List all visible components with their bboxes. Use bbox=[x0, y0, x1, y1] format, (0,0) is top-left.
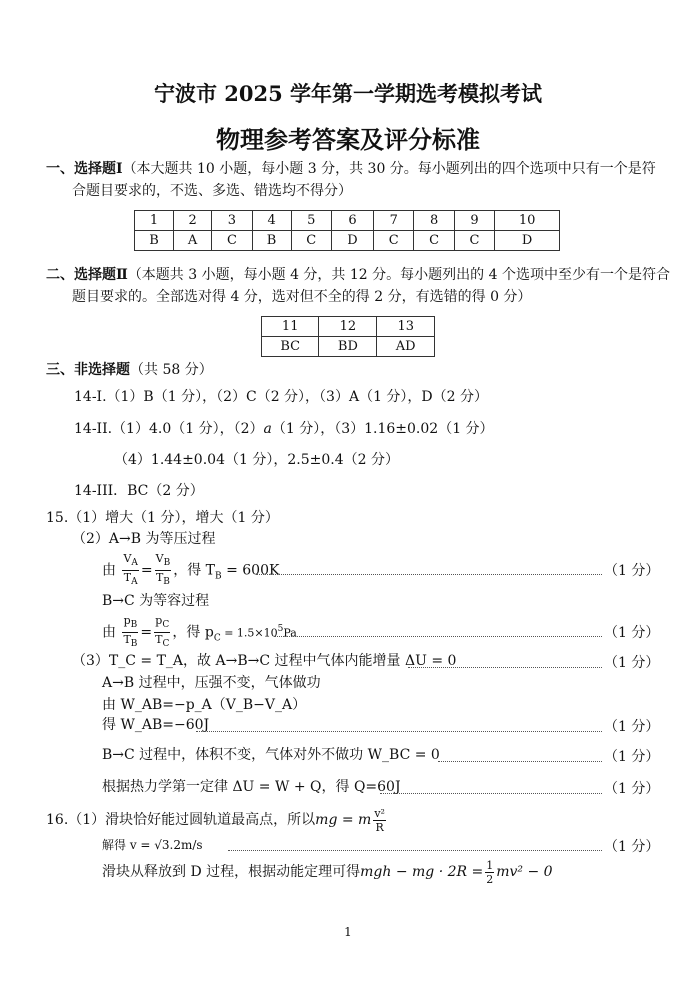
table-cell: 13 bbox=[377, 317, 435, 337]
table-cell: C bbox=[374, 231, 414, 251]
page-title: 宁波市 2025 学年第一学期选考模拟考试 bbox=[153, 81, 543, 106]
q14-2-variable: a bbox=[263, 421, 272, 437]
q15-line3: 由 $\frac{V_A}{T_A}$ = $\frac{V_B}{T_B}$ ，得 $T_B = 600K$ bbox=[102, 552, 280, 588]
fraction-pb-tb: $\frac{p_B}{T_B}$ bbox=[123, 614, 138, 650]
section2-line1 bbox=[46, 264, 670, 286]
q15-line8: 由 W_AB=−p_A（V_B−V_A） bbox=[102, 697, 307, 713]
section1-desc2: 合题目要求的，不选、多选、错选均不得分） bbox=[72, 183, 352, 199]
leader-dots bbox=[438, 761, 602, 762]
q15-line2: （2）A→B 为等压过程 bbox=[72, 531, 216, 547]
answer-table-2 bbox=[261, 316, 435, 357]
q14-2-line1 bbox=[74, 418, 494, 440]
page-number: 1 bbox=[344, 925, 352, 939]
table-cell: A bbox=[173, 231, 211, 251]
q15-line5-sup: 5 bbox=[277, 624, 284, 635]
page-subtitle: 物理参考答案及评分标准 bbox=[216, 125, 480, 154]
q15-line9: 得 W_AB=−60J bbox=[102, 717, 210, 733]
leader-dots bbox=[408, 667, 602, 668]
table-cell: BC bbox=[262, 337, 319, 357]
fraction-pc-tc: $\frac{p_C}{T_C}$ bbox=[155, 614, 170, 650]
table-cell: 10 bbox=[495, 211, 560, 231]
leader-dots bbox=[196, 731, 602, 732]
score-label: （1 分） bbox=[604, 781, 660, 797]
table-cell: D bbox=[331, 231, 373, 251]
q14-3: 14-III．BC（2 分） bbox=[74, 483, 204, 499]
table-cell: 12 bbox=[319, 317, 377, 337]
answer-table-2-numbers bbox=[262, 317, 435, 337]
fraction-vb-tb: $\frac{V_B}{T_B}$ bbox=[155, 552, 171, 588]
table-cell: B bbox=[135, 231, 174, 251]
section3-note: （共 58 分） bbox=[130, 362, 213, 378]
q16-line2: 解得 v = √3.2m/s bbox=[102, 838, 203, 852]
table-cell: BD bbox=[319, 337, 377, 357]
section3-line bbox=[46, 359, 213, 381]
table-cell: 3 bbox=[212, 211, 252, 231]
table-cell: 4 bbox=[252, 211, 291, 231]
section1-heading: 一、选择题Ⅰ bbox=[46, 161, 123, 177]
section2-desc2: 题目要求的。全部选对得 4 分，选对但不全的得 2 分，有选错的得 0 分） bbox=[72, 289, 532, 305]
q16-line3-tail: mv² − 0 bbox=[496, 864, 553, 880]
section1-desc1: （本大题共 10 小题，每小题 3 分，共 30 分。每小题列出的四个选项中只有一个是符 bbox=[122, 161, 656, 177]
table-cell: AD bbox=[377, 337, 435, 357]
q15-line5-unit: Pa bbox=[283, 626, 297, 640]
q15-line5-lead: 由 bbox=[102, 624, 116, 641]
q15-line5-result: ，得 p bbox=[172, 624, 214, 641]
q16-line3-formula: mgh − mg · 2R = bbox=[360, 864, 484, 880]
score-label: （1 分） bbox=[604, 719, 660, 735]
answer-table-1-numbers bbox=[135, 211, 560, 231]
q16-line1-formula: mg = m bbox=[315, 812, 372, 828]
q15-line6: （3）T_C = T_A，故 A→B→C 过程中气体内能增量 ΔU = 0 bbox=[72, 653, 457, 669]
section2-desc1: （本题共 3 小题，每小题 4 分，共 12 分。每小题列出的 4 个选项中至少有一个是符合 bbox=[127, 267, 670, 283]
table-cell: D bbox=[495, 231, 560, 251]
section3-heading: 三、非选择题 bbox=[46, 362, 130, 378]
q15-line3-lead: 由 bbox=[102, 562, 116, 579]
q15-line4: B→C 为等容过程 bbox=[102, 593, 210, 609]
section2-heading: 二、选择题Ⅱ bbox=[46, 267, 128, 283]
q16-line1 bbox=[46, 802, 388, 838]
q15-line11: 根据热力学第一定律 ΔU = W + Q，得 Q=60J bbox=[102, 779, 401, 795]
q15-line5-value: = 1.5×10 bbox=[220, 626, 278, 640]
q14-2-part-b: （1 分），（3）1.16±0.02（1 分） bbox=[271, 421, 494, 437]
table-cell: 1 bbox=[135, 211, 174, 231]
leader-dots bbox=[274, 636, 602, 637]
q14-1: 14-I.（1）B（1 分），（2）C（2 分），（3）A（1 分），D（2 分） bbox=[74, 389, 489, 405]
score-label: （1 分） bbox=[604, 839, 660, 855]
fraction-one-half: $\frac{1}{2}$ bbox=[486, 858, 494, 886]
table-cell: C bbox=[212, 231, 252, 251]
table-cell: C bbox=[291, 231, 331, 251]
leader-dots bbox=[380, 793, 602, 794]
q15-line5: 由 $\frac{p_B}{T_B}$ = $\frac{p_C}{T_C}$ ，得 $p_C = 1.5\times 10^5Pa$ bbox=[102, 614, 297, 650]
table-cell: B bbox=[252, 231, 291, 251]
score-label: （1 分） bbox=[604, 655, 660, 671]
answer-table-2-answers bbox=[262, 337, 435, 357]
answer-table-1-answers bbox=[135, 231, 560, 251]
q14-2-line2: （4）1.44±0.04（1 分），2.5±0.4（2 分） bbox=[114, 452, 399, 468]
score-label: （1 分） bbox=[604, 749, 660, 765]
table-cell: 6 bbox=[331, 211, 373, 231]
score-label: （1 分） bbox=[604, 563, 660, 579]
fraction-v2-r: $\frac{\text{v²}}{R}$ bbox=[374, 806, 385, 834]
q14-2-part-a: 14-II.（1）4.0（1 分），（2） bbox=[74, 421, 264, 437]
table-cell: 2 bbox=[173, 211, 211, 231]
q15-line3-result: ，得 T bbox=[173, 562, 216, 579]
table-cell: 11 bbox=[262, 317, 319, 337]
q15-line7: A→B 过程中，压强不变，气体做功 bbox=[102, 675, 321, 691]
q16-line3-text: 滑块从释放到 D 过程，根据动能定理可得 bbox=[102, 864, 361, 880]
section1-line1 bbox=[46, 158, 656, 180]
table-cell: C bbox=[414, 231, 454, 251]
fraction-va-ta: $\frac{V_A}{T_A}$ bbox=[123, 552, 138, 588]
q16-line1-text: 16.（1）滑块恰好能过圆轨道最高点，所以 bbox=[46, 812, 316, 828]
q15-line1: 15.（1）增大（1 分），增大（1 分） bbox=[46, 510, 279, 526]
q16-line3 bbox=[102, 856, 553, 888]
score-label: （1 分） bbox=[604, 625, 660, 641]
leader-dots bbox=[228, 850, 602, 851]
q15-line3-value: = 600K bbox=[221, 562, 280, 579]
q15-line3-sub: B bbox=[215, 571, 222, 582]
leader-dots bbox=[256, 574, 602, 575]
table-cell: 8 bbox=[414, 211, 454, 231]
table-cell: 5 bbox=[291, 211, 331, 231]
table-cell: 7 bbox=[374, 211, 414, 231]
q15-line10: B→C 过程中，体积不变，气体对外不做功 W_BC = 0 bbox=[102, 747, 440, 763]
q15-line5-sub: C bbox=[213, 633, 221, 644]
answer-table-1 bbox=[134, 210, 560, 251]
table-cell: 9 bbox=[454, 211, 494, 231]
table-cell: C bbox=[454, 231, 494, 251]
